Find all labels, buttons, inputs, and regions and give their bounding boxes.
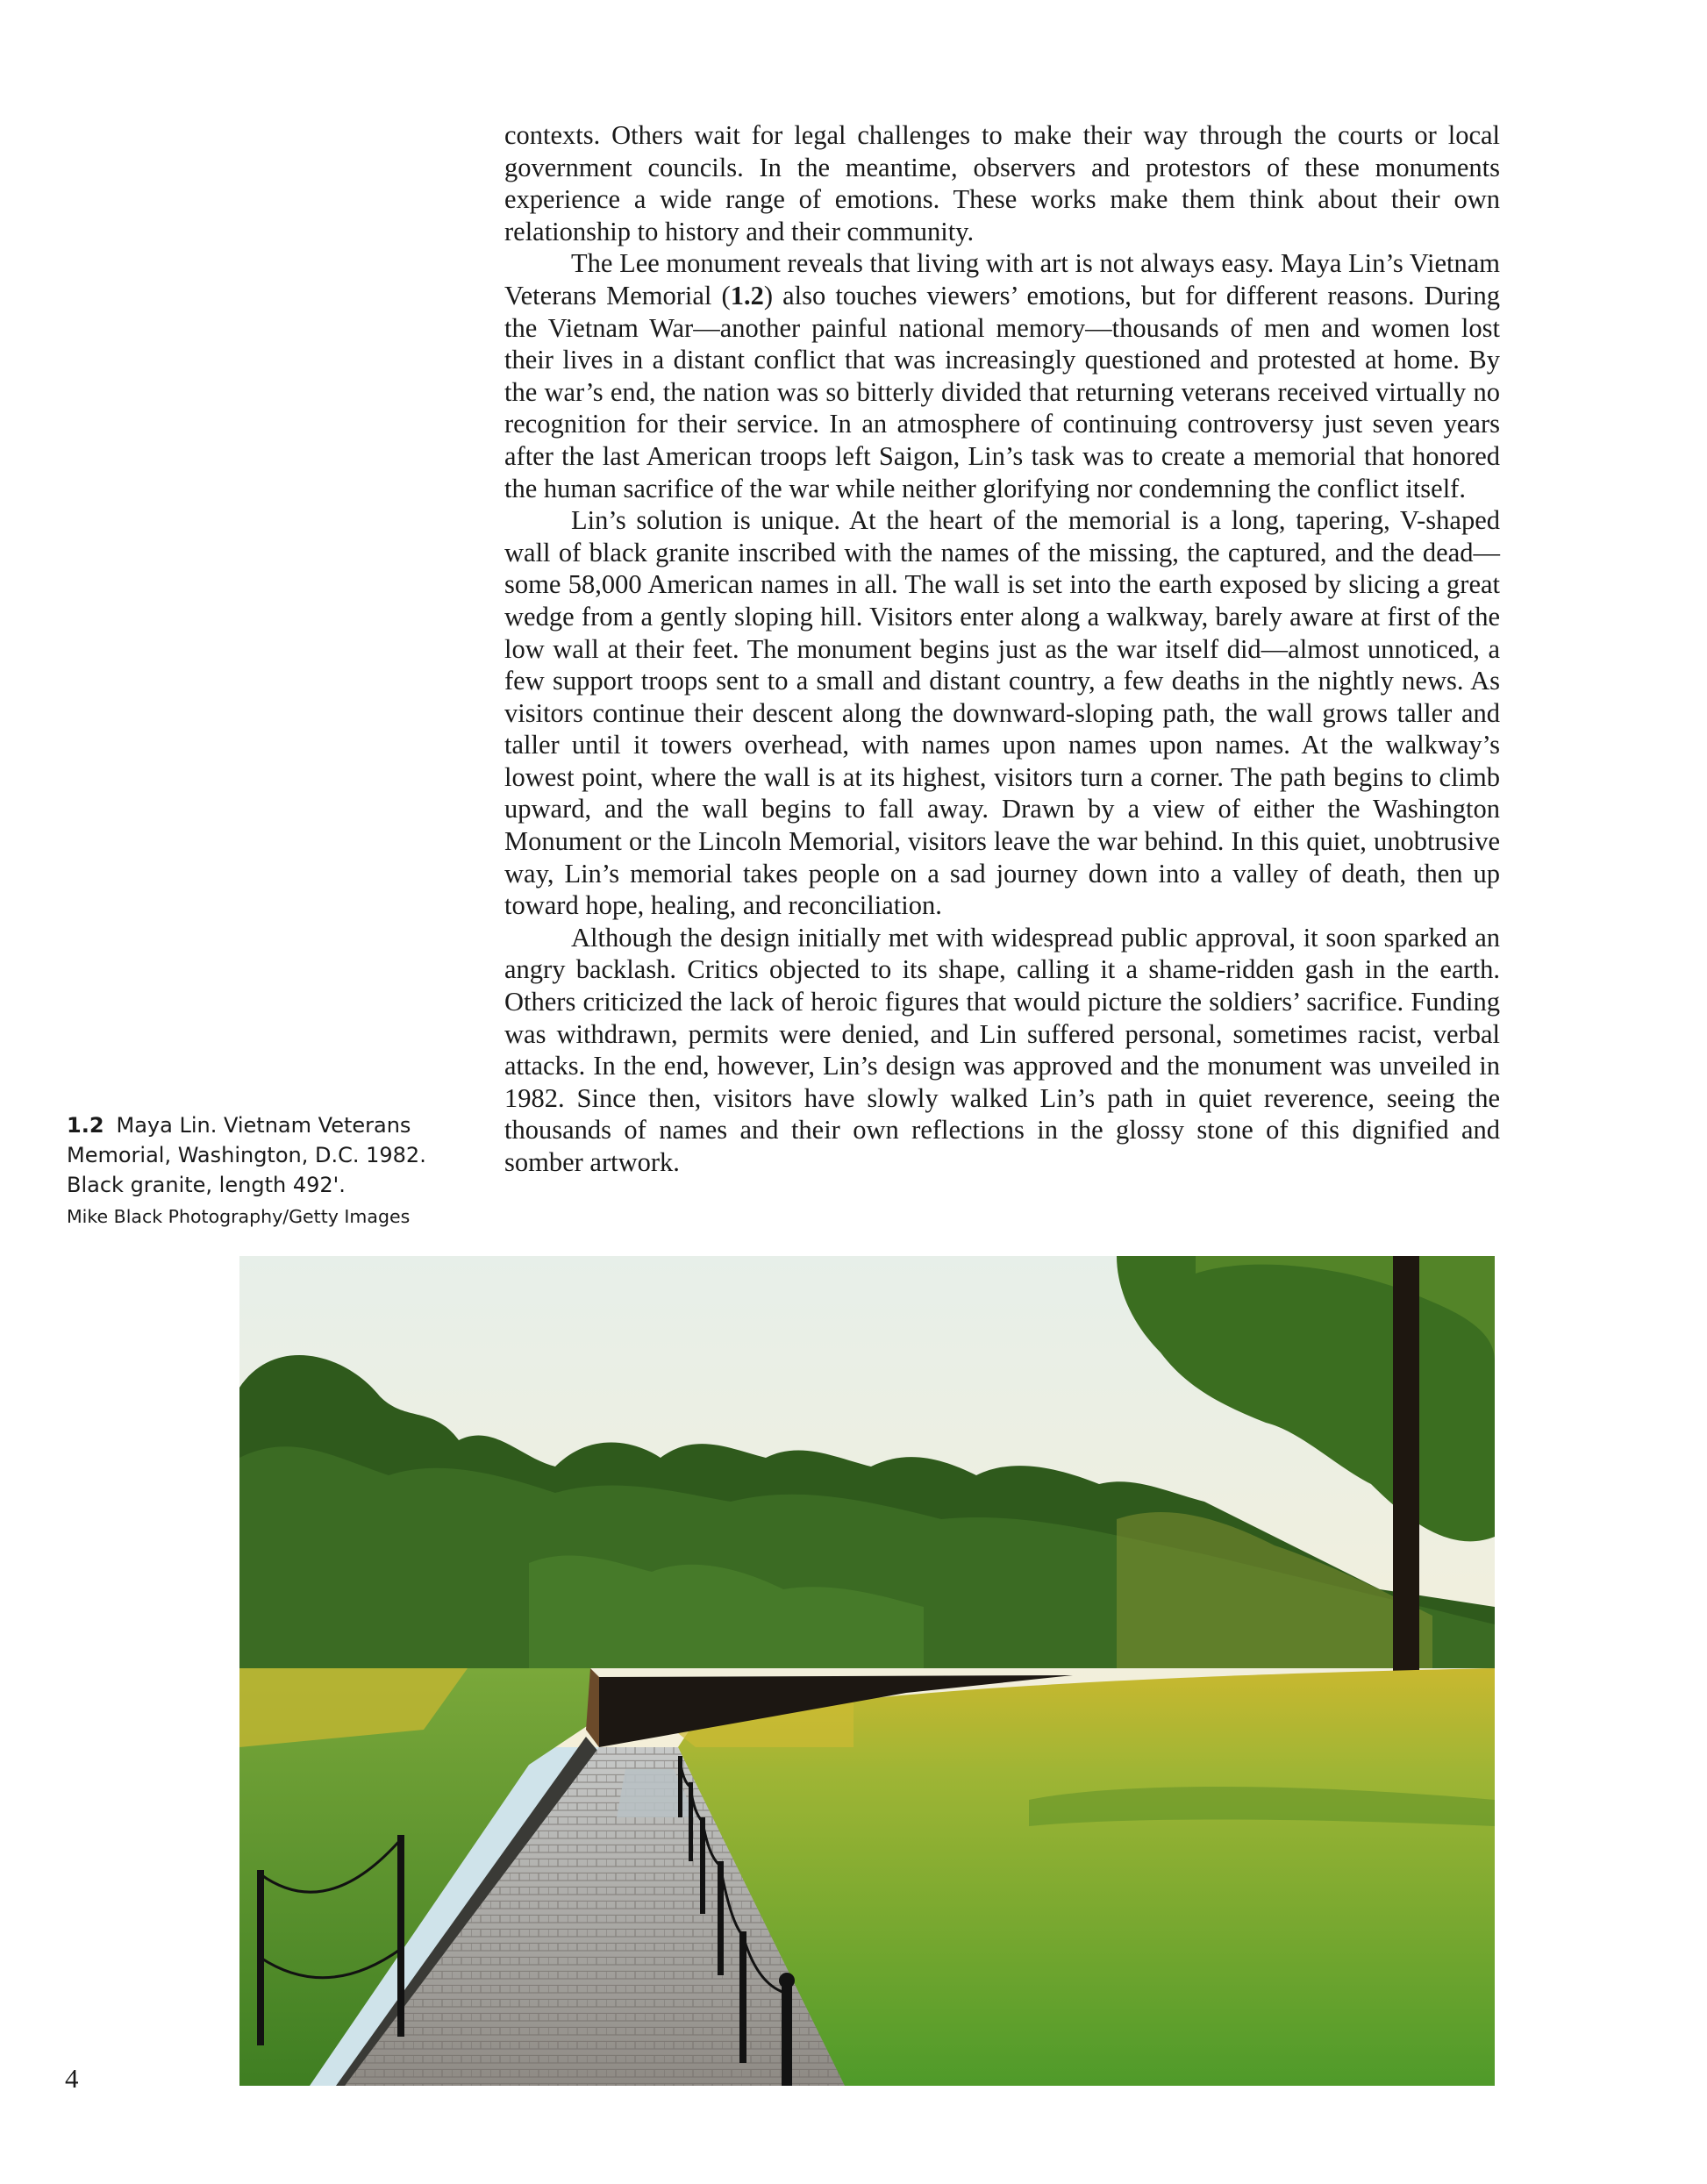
paragraph-2-text-a: The Lee monument reveals that living with art is not always easy. Maya Lin’s Vietnam Veterans Memorial ( <box>504 248 1500 310</box>
figure-reference: 1.2 <box>730 280 764 310</box>
paragraph-4: Although the design initially met with widespread public approval, it soon sparked an angry backlash. Critics objected to its shape, calling it a shame-ridden gash in the earth. Others criticized the lack of heroic figures that would picture the soldiers’ sacrifice. Funding was withdrawn, permits were denied, and Lin suffered personal, sometimes racist, verbal attacks. In the end, however, Lin’s design was approved and the monument was unveiled in 1982. Since then, visitors have slowly walked Lin’s path in quiet reverence, seeing the thousands of names and their own reflections in the glossy stone of this dignified and somber artwork. <box>504 922 1500 1177</box>
figure-caption <box>67 1110 453 1231</box>
paragraph-1: contexts. Others wait for legal challenges to make their way through the courts or local government councils. In the meantime, observers and protestors of these monuments experience a wide range of emotions. These works make them think about their own relationship to history and their community. <box>504 120 1500 246</box>
caption-line-2: Memorial, Washington, D.C. 1982. <box>67 1143 426 1167</box>
memorial-photograph <box>239 1256 1495 2086</box>
caption-line-3: Black granite, length 492'. <box>67 1173 346 1197</box>
photo-credit: Mike Black Photography/Getty Images <box>67 1206 411 1227</box>
body-text <box>504 119 1500 1179</box>
paragraph-3: Lin’s solution is unique. At the heart of the memorial is a long, tapering, V-shaped wall of black granite inscribed with the names of the missing, the captured, and the dead—some 58,000 American names in all. The wall is set into the earth exposed by slicing a great wedge from a gently sloping hill. Visitors enter along a walkway, barely aware at first of the low wall at their feet. The monument begins just as the war itself did—almost unnoticed, a few support troops sent to a small and distant country, a few deaths in the nightly news. As visitors continue their descent along the downward-sloping path, the wall grows taller and taller until it towers overhead, with names upon names upon names. At the walkway’s lowest point, where the wall is at its highest, visitors turn a corner. The path begins to climb upward, and the wall begins to fall away. Drawn by a view of either the Washington Monument or the Lincoln Memorial, visitors leave the war behind. In this quiet, unobtrusive way, Lin’s memorial takes people on a sad journey down into a valley of death, then up toward hope, healing, and reconciliation. <box>504 505 1500 921</box>
page-number: 4 <box>65 2063 79 2094</box>
caption-line-1: Maya Lin. Vietnam Veterans <box>116 1113 411 1138</box>
paragraph-2-text-b: ) also touches viewers’ emotions, but for different reasons. During the Vietnam War—another painful national memory—thousands of men and women lost their lives in a distant conflict that was increasingly questioned and protested at home. By the war’s end, the nation was so bitterly divided that returning veterans received virtually no recognition for their service. In an atmosphere of continuing controversy just seven years after the last American troops left Saigon, Lin’s task was to create a memorial that honored the human sacrifice of the war while neither glorifying nor condemning the conflict itself. <box>504 280 1501 503</box>
memorial-photo-illustration <box>239 1256 1495 2086</box>
figure-number: 1.2 <box>67 1113 104 1138</box>
paragraph-2 <box>504 247 1500 504</box>
